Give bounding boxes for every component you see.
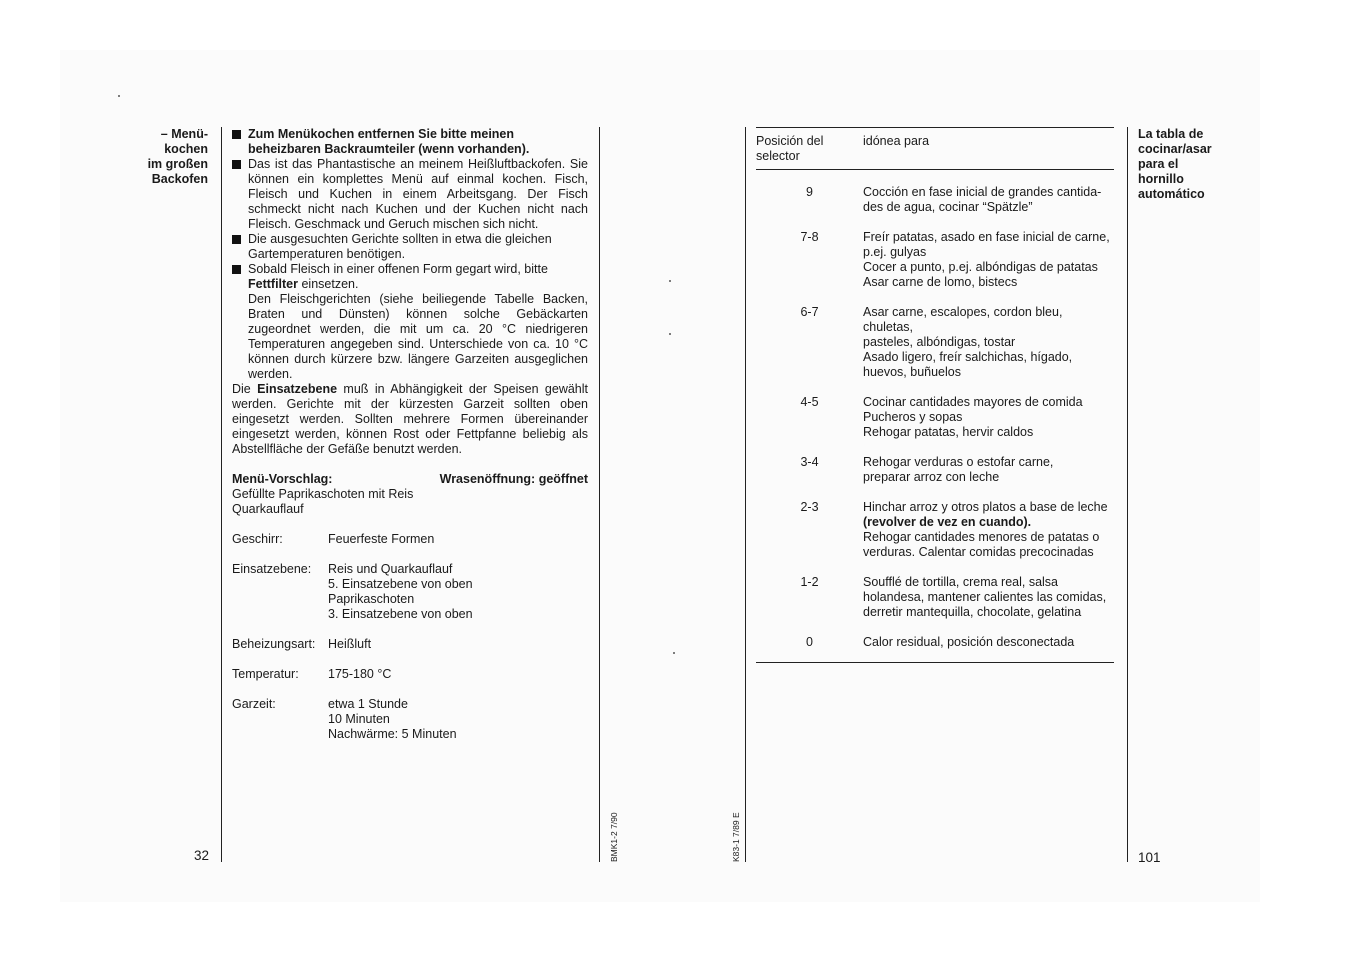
table-row	[756, 500, 1114, 560]
table-row	[756, 635, 1114, 650]
usage-line: des de agua, cocinar “Spätzle”	[863, 200, 1033, 214]
selector-position: 0	[806, 635, 813, 649]
menu-dish: Gefüllte Paprikaschoten mit Reis	[232, 487, 414, 501]
usage-line: Hinchar arroz y otros platos a base de leche	[863, 500, 1108, 514]
bullet-square-icon	[232, 265, 241, 274]
selector-position: 3-4	[800, 455, 819, 469]
bullet-text: Die ausgesuchten Gerichte sollten in etwa die gleichen Gartemperaturen benötigen.	[248, 232, 552, 261]
left-body	[232, 127, 588, 742]
detail-value-line: Paprikaschoten	[328, 592, 415, 606]
selector-cell	[756, 230, 863, 290]
side-heading-line: para el	[1138, 157, 1179, 171]
detail-key: Temperatur:	[232, 667, 299, 681]
detail-value-line: 10 Minuten	[328, 712, 390, 726]
detail-value-line: etwa 1 Stunde	[328, 697, 408, 711]
left-right-rule	[599, 127, 600, 862]
detail-gap	[232, 517, 588, 532]
table-header	[756, 127, 1114, 169]
left-page-number: 32	[194, 848, 210, 863]
usage-cell	[863, 305, 1114, 380]
selector-position: 9	[806, 185, 813, 199]
paragraph-text: Die	[232, 382, 258, 396]
side-heading-line: cocinar/asar	[1138, 142, 1212, 156]
detail-value-line: 3. Einsatzebene von oben	[328, 607, 473, 621]
bullet-text: einsetzen.	[298, 277, 359, 291]
menu-heading	[232, 472, 588, 487]
usage-line: verduras. Calentar comidas precocinadas	[863, 545, 1094, 559]
bullet-item	[232, 127, 588, 157]
detail-gap	[232, 682, 588, 697]
detail-key: Beheizungsart:	[232, 637, 316, 651]
usage-line: Asar carne, escalopes, cordon bleu, chuletas,	[863, 305, 1063, 334]
detail-key: Garzeit:	[232, 697, 276, 711]
bullet-text: Das ist das Phantastische an meinem Heißluftbackofen. Sie können ein komplettes Menü auf einmal kochen. Fisch, Fleisch und Kuchen in einem Arbeitsgang. Der Fisch schmeckt nicht nach Kuchen und der Kuchen nicht nach Fleisch. Geschmack und Geruch mischen sich nicht.	[248, 157, 588, 231]
side-heading-line: – Menü-	[160, 127, 208, 141]
usage-line: p.ej. gulyas	[863, 245, 927, 259]
detail-gap	[232, 622, 588, 637]
detail-row	[232, 532, 588, 547]
right-margin-rule	[1127, 127, 1128, 862]
table-body	[756, 185, 1114, 650]
right-print-code: K83-1 7/89 E	[731, 812, 741, 862]
scan-speck	[673, 652, 675, 654]
usage-line: Asar carne de lomo, bistecs	[863, 275, 1018, 289]
einsatzebene-paragraph	[232, 382, 588, 457]
usage-line: (revolver de vez en cuando).	[863, 515, 1032, 529]
menu-details	[232, 517, 588, 742]
usage-cell	[863, 575, 1114, 620]
usage-line: preparar arroz con leche	[863, 470, 1000, 484]
left-print-code: BMK1-2 7/90	[609, 812, 619, 862]
side-heading-line: hornillo	[1138, 172, 1184, 186]
left-side-heading	[130, 127, 208, 187]
menu-vent-setting: Wrasenöffnung: geöffnet	[439, 472, 588, 486]
detail-value-line: 5. Einsatzebene von oben	[328, 577, 473, 591]
usage-cell	[863, 500, 1114, 560]
usage-line: Cocción en fase inicial de grandes cantida-	[863, 185, 1102, 199]
selector-cell	[756, 305, 863, 380]
selector-position: 7-8	[800, 230, 819, 244]
selector-position: 1-2	[800, 575, 819, 589]
side-heading-line: Backofen	[151, 172, 208, 186]
left-margin-rule	[221, 127, 222, 862]
bullet-text: Sobald Fleisch in einer offenen Form gegart wird, bitte	[248, 262, 548, 276]
bullet-item	[232, 262, 588, 382]
detail-key: Geschirr:	[232, 532, 283, 546]
right-page-number: 101	[1138, 850, 1161, 865]
bullet-square-icon	[232, 130, 241, 139]
usage-line: Rehogar patatas, hervir caldos	[863, 425, 1034, 439]
scan-speck	[669, 333, 671, 335]
bullet-bold-text: Fettfilter	[248, 277, 298, 291]
detail-row	[232, 637, 588, 652]
header-text: Posición del	[756, 134, 824, 148]
detail-value-line: Feuerfeste Formen	[328, 532, 435, 546]
bullet-item	[232, 157, 588, 232]
paragraph-bold-text: Einsatzebene	[257, 382, 338, 396]
detail-value-line: Reis und Quarkauflauf	[328, 562, 453, 576]
usage-cell	[863, 635, 1114, 650]
detail-key: Einsatzebene:	[232, 562, 312, 576]
menu-dish: Quarkauflauf	[232, 502, 304, 516]
usage-line: Cocinar cantidades mayores de comida	[863, 395, 1083, 409]
usage-line: Freír patatas, asado en fase inicial de carne,	[863, 230, 1110, 244]
detail-value	[328, 637, 371, 652]
table-bottom-rule	[756, 662, 1114, 663]
scan-speck	[118, 95, 120, 97]
paragraph-text: muß in Abhängigkeit der Speisen gewählt werden. Gerichte mit der kürzesten Garzeit sollten oben eingesetzt werden. Sollten mehrere Formen übereinander eingesetzt werden, können Rost oder Fettpfanne beliebig als Abstellfläche der Gefäße benutzt werden.	[232, 382, 589, 456]
usage-line: derretir mantequilla, chocolate, gelatina	[863, 605, 1082, 619]
menu-title: Menü-Vorschlag:	[232, 472, 333, 486]
table-header-rule	[756, 169, 1114, 170]
usage-line: Pucheros y sopas	[863, 410, 963, 424]
selector-cell	[756, 395, 863, 440]
selector-position: 4-5	[800, 395, 819, 409]
header-usage: idónea para	[863, 134, 930, 148]
detail-value	[328, 562, 473, 622]
table-row	[756, 230, 1114, 290]
selector-cell	[756, 455, 863, 485]
detail-row	[232, 562, 588, 622]
detail-value-line: 175-180 °C	[328, 667, 392, 681]
right-left-rule	[745, 127, 746, 862]
detail-value	[328, 532, 434, 547]
usage-cell	[863, 230, 1114, 290]
scan-speck	[669, 280, 671, 282]
bullet-bold-text: Zum Menükochen entfernen Sie bitte meinen beheizbaren Backraumteiler (wenn vorhanden).	[248, 127, 530, 156]
table-row	[756, 185, 1114, 215]
side-heading-line: im großen	[147, 157, 208, 171]
usage-cell	[863, 455, 1114, 485]
bullet-continuation: Den Fleischgerichten (siehe beiliegende Tabelle Backen, Braten und Dünsten) können solche Gebäckarten zugeordnet werden, die mit um ca. 20 °C niedrigeren Temperaturen angegeben sind. Unterschiede von ca. 10 °C können durch kürzere bzw. längere Garzeiten ausgeglichen werden.	[248, 292, 588, 381]
usage-line: holandesa, mantener calientes las comidas,	[863, 590, 1107, 604]
usage-line: Soufflé de tortilla, crema real, salsa	[863, 575, 1059, 589]
table-top-rule	[756, 127, 1114, 128]
selector-position: 6-7	[800, 305, 819, 319]
detail-row	[232, 667, 588, 682]
usage-line: pasteles, albóndigas, tostar	[863, 335, 1016, 349]
table-row	[756, 305, 1114, 380]
usage-cell	[863, 185, 1114, 215]
usage-line: Rehogar verduras o estofar carne,	[863, 455, 1054, 469]
side-heading-line: automático	[1138, 187, 1205, 201]
cooking-table	[756, 127, 1114, 663]
detail-value-line: Nachwärme: 5 Minuten	[328, 727, 457, 741]
selector-cell	[756, 575, 863, 620]
detail-gap	[232, 652, 588, 667]
side-heading-line: kochen	[164, 142, 208, 156]
table-row	[756, 455, 1114, 485]
usage-line: Calor residual, posición desconectada	[863, 635, 1075, 649]
selector-cell	[756, 185, 863, 215]
usage-line: huevos, buñuelos	[863, 365, 961, 379]
bullet-item	[232, 232, 588, 262]
usage-line: Asado ligero, freír salchichas, hígado,	[863, 350, 1073, 364]
header-text: selector	[756, 149, 800, 163]
detail-row	[232, 697, 588, 742]
detail-value	[328, 667, 391, 682]
selector-cell	[756, 635, 863, 650]
usage-line: Cocer a punto, p.ej. albóndigas de patatas	[863, 260, 1098, 274]
detail-gap	[232, 547, 588, 562]
right-side-heading	[1138, 127, 1248, 202]
table-row	[756, 395, 1114, 440]
bullet-square-icon	[232, 160, 241, 169]
table-row	[756, 575, 1114, 620]
usage-line: Rehogar cantidades menores de patatas o	[863, 530, 1100, 544]
header-position	[756, 134, 863, 164]
selector-position: 2-3	[800, 500, 819, 514]
bullet-square-icon	[232, 235, 241, 244]
detail-value-line: Heißluft	[328, 637, 372, 651]
usage-cell	[863, 395, 1114, 440]
detail-value	[328, 697, 457, 742]
side-heading-line: La tabla de	[1138, 127, 1204, 141]
selector-cell	[756, 500, 863, 560]
